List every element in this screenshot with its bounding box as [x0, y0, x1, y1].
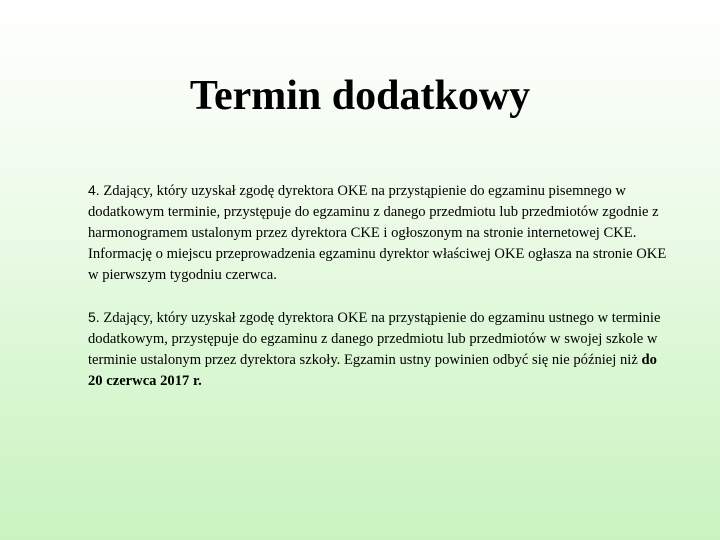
- paragraph-4-text: Zdający, który uzyskał zgodę dyrektora OKE na przystąpienie do egzaminu pisemnego w dodatkowym terminie, przystępuje do egzaminu z danego przedmiotu lub przedmiotów zgodnie z harmonogramem ustalonym przez dyrektora CKE i ogłoszonym na stronie internetowej CKE. Informację o miejscu przeprowadzenia egzaminu dyrektor właściwej OKE ogłasza na stronie OKE w pierwszym tygodniu czerwca.: [88, 183, 667, 283]
- paragraph-4: [88, 180, 668, 286]
- paragraph-5-text: Zdający, który uzyskał zgodę dyrektora OKE na przystąpienie do egzaminu ustnego w terminie dodatkowym, przystępuje do egzaminu z danego przedmiotu lub przedmiotów w swojej szkole w terminie ustalonym przez dyrektora szkoły. Egzamin ustny powinien odbyć się nie później niż: [88, 310, 661, 368]
- slide-title: Termin dodatkowy: [189, 73, 531, 119]
- paragraph-5-number: 5.: [88, 309, 100, 325]
- paragraph-4-number: 4.: [88, 182, 100, 198]
- slide-body: [88, 180, 668, 413]
- paragraph-5: [88, 307, 668, 392]
- paragraph-5-deadline: do 20 czerwca 2017 r.: [88, 352, 657, 389]
